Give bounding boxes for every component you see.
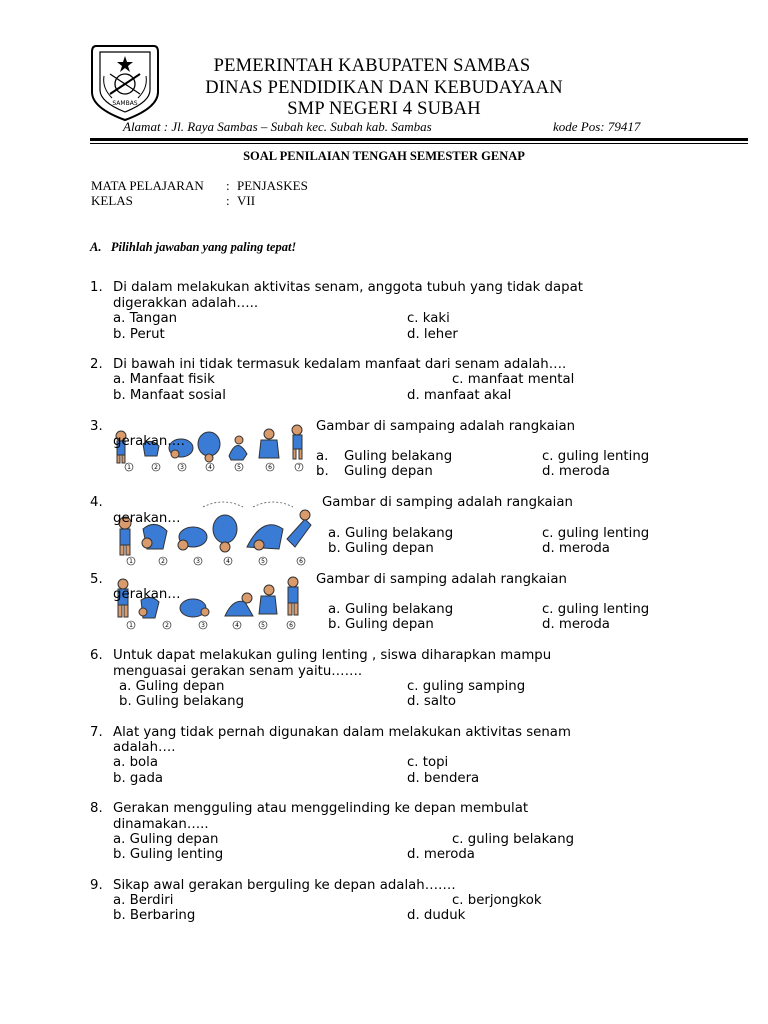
question-8-option-a[interactable]: a. Guling depan	[113, 832, 219, 847]
q4-step-label: 6	[299, 558, 303, 565]
question-5-option-a[interactable]: Guling belakang	[345, 602, 454, 617]
header-line-1: PEMERINTAH KABUPATEN SAMBAS	[213, 56, 531, 76]
header-rule-thin	[90, 143, 748, 144]
section-heading	[90, 240, 296, 255]
q3-step-label: 7	[297, 464, 301, 471]
question-6-option-d[interactable]: d. salto	[407, 694, 457, 709]
question-5-option-b-letter: b.	[328, 617, 341, 632]
q5-step-label: 2	[165, 622, 169, 629]
exam-title: SOAL PENILAIAN TENGAH SEMESTER GENAP	[243, 149, 525, 163]
question-8-text-line1: Gerakan mengguling atau menggelinding ke depan membulat	[113, 801, 529, 816]
question-4-illustration	[113, 499, 319, 567]
question-4-option-c[interactable]: c. guling lenting	[542, 526, 650, 541]
question-1-option-a[interactable]: a. Tangan	[113, 311, 178, 326]
q5-step-label: 6	[289, 622, 293, 629]
class-separator: :	[226, 193, 230, 208]
subject-label: MATA PELAJARAN	[91, 178, 204, 193]
question-7-text-line1: Alat yang tidak pernah digunakan dalam melakukan aktivitas senam	[113, 725, 571, 740]
q4-step-label: 4	[226, 558, 230, 565]
question-3-option-a-letter: a.	[316, 449, 329, 464]
question-8-number: 8.	[90, 801, 103, 816]
subject-separator: :	[226, 178, 230, 193]
question-4-number: 4.	[90, 495, 103, 510]
question-7-option-c[interactable]: c. topi	[407, 755, 449, 770]
q5-step-label: 5	[261, 622, 265, 629]
question-3-option-d[interactable]: d. meroda	[542, 464, 610, 479]
question-8-text-line2: dinamakan…..	[113, 817, 209, 832]
question-1-option-c[interactable]: c. kaki	[407, 311, 450, 326]
q3-step-label: 6	[268, 464, 272, 471]
section-instruction: Pilihlah jawaban yang paling tepat!	[110, 240, 297, 254]
question-6-text-line2: menguasai gerakan senam yaitu…….	[113, 664, 363, 679]
q5-step-label: 3	[201, 622, 205, 629]
q4-step-label: 2	[161, 558, 165, 565]
regency-logo	[88, 42, 162, 122]
question-9-option-b[interactable]: b. Berbaring	[113, 908, 196, 923]
q3-step-label: 3	[180, 464, 184, 471]
question-4-option-b[interactable]: Guling depan	[345, 541, 434, 556]
question-9-text-line1: Sikap awal gerakan berguling ke depan adalah…….	[113, 878, 456, 893]
question-5-number: 5.	[90, 572, 103, 587]
question-5-option-c[interactable]: c. guling lenting	[542, 602, 650, 617]
postal-code: kode Pos: 79417	[553, 119, 641, 134]
question-3-text-line2: gerakan….	[113, 434, 185, 449]
header-rule-thick	[90, 138, 748, 141]
question-3-option-c[interactable]: c. guling lenting	[542, 449, 650, 464]
question-1-option-d[interactable]: d. leher	[407, 327, 458, 342]
question-4-option-b-letter: b.	[328, 541, 341, 556]
question-3-option-a[interactable]: Guling belakang	[344, 449, 453, 464]
question-3-text-line1: Gambar di sampaing adalah rangkaian	[316, 419, 576, 434]
question-7-text-line2: adalah….	[113, 740, 176, 755]
question-6-number: 6.	[90, 648, 103, 663]
q4-step-label: 1	[129, 558, 133, 565]
question-7-option-b[interactable]: b. gada	[113, 771, 164, 786]
q3-step-label: 1	[127, 464, 131, 471]
school-address: Alamat : Jl. Raya Sambas – Subah kec. Subah kab. Sambas	[123, 119, 432, 134]
question-4-text-line1: Gambar di samping adalah rangkaian	[322, 495, 573, 510]
question-4-option-a[interactable]: Guling belakang	[345, 526, 454, 541]
q3-step-label: 5	[237, 464, 241, 471]
question-2-option-d[interactable]: d. manfaat akal	[407, 388, 512, 403]
question-4-option-d[interactable]: d. meroda	[542, 541, 610, 556]
question-3-number: 3.	[90, 419, 103, 434]
question-5-option-b[interactable]: Guling depan	[345, 617, 434, 632]
question-5-text-line1: Gambar di samping adalah rangkaian	[316, 572, 567, 587]
question-1-number: 1.	[90, 280, 103, 295]
question-2-option-a[interactable]: a. Manfaat fisik	[113, 372, 215, 387]
question-2-option-b[interactable]: b. Manfaat sosial	[113, 388, 226, 403]
question-7-option-a[interactable]: a. bola	[113, 755, 159, 770]
q4-step-label: 5	[261, 558, 265, 565]
question-5-option-d[interactable]: d. meroda	[542, 617, 610, 632]
q3-step-label: 2	[154, 464, 158, 471]
question-4-text-line2: gerakan…	[113, 511, 181, 526]
header-line-2: DINAS PENDIDIKAN DAN KEBUDAYAAN	[205, 78, 563, 98]
q5-step-label: 4	[235, 622, 239, 629]
question-8-option-b[interactable]: b. Guling lenting	[113, 847, 224, 862]
question-2-number: 2.	[90, 357, 103, 372]
question-9-option-d[interactable]: d. duduk	[407, 908, 466, 923]
q4-step-label: 3	[196, 558, 200, 565]
question-2-text-line1: Di bawah ini tidak termasuk kedalam manfaat dari senam adalah….	[113, 357, 567, 372]
question-4-option-a-letter: a.	[328, 526, 341, 541]
question-8-option-c[interactable]: c. guling belakang	[452, 832, 575, 847]
question-3-option-b[interactable]: Guling depan	[344, 464, 433, 479]
q5-step-label: 1	[129, 622, 133, 629]
question-9-option-c[interactable]: c. berjongkok	[452, 893, 542, 908]
subject-value: PENJASKES	[237, 178, 308, 193]
question-7-number: 7.	[90, 725, 103, 740]
q3-step-label: 4	[208, 464, 212, 471]
question-1-text-line2: digerakkan adalah…..	[113, 296, 259, 311]
question-1-option-b[interactable]: b. Perut	[113, 327, 165, 342]
class-label: KELAS	[91, 193, 133, 208]
question-5-option-a-letter: a.	[328, 602, 341, 617]
header-line-3: SMP NEGERI 4 SUBAH	[287, 99, 481, 119]
question-5-text-line2: gerakan…	[113, 587, 181, 602]
question-2-option-c[interactable]: c. manfaat mental	[452, 372, 575, 387]
question-8-option-d[interactable]: d. meroda	[407, 847, 475, 862]
question-1-text-line1: Di dalam melakukan aktivitas senam, anggota tubuh yang tidak dapat	[113, 280, 583, 295]
question-6-option-b[interactable]: b. Guling belakang	[119, 694, 245, 709]
question-7-option-d[interactable]: d. bendera	[407, 771, 480, 786]
question-6-option-a[interactable]: a. Guling depan	[119, 679, 225, 694]
section-marker: A.	[90, 240, 102, 254]
question-9-number: 9.	[90, 878, 103, 893]
logo-text: SAMBAS	[112, 100, 138, 107]
question-9-option-a[interactable]: a. Berdiri	[113, 893, 174, 908]
class-value: VII	[237, 193, 256, 208]
question-6-text-line1: Untuk dapat melakukan guling lenting , siswa diharapkan mampu	[113, 648, 552, 663]
question-6-option-c[interactable]: c. guling samping	[407, 679, 526, 694]
question-3-option-b-letter: b.	[316, 464, 329, 479]
